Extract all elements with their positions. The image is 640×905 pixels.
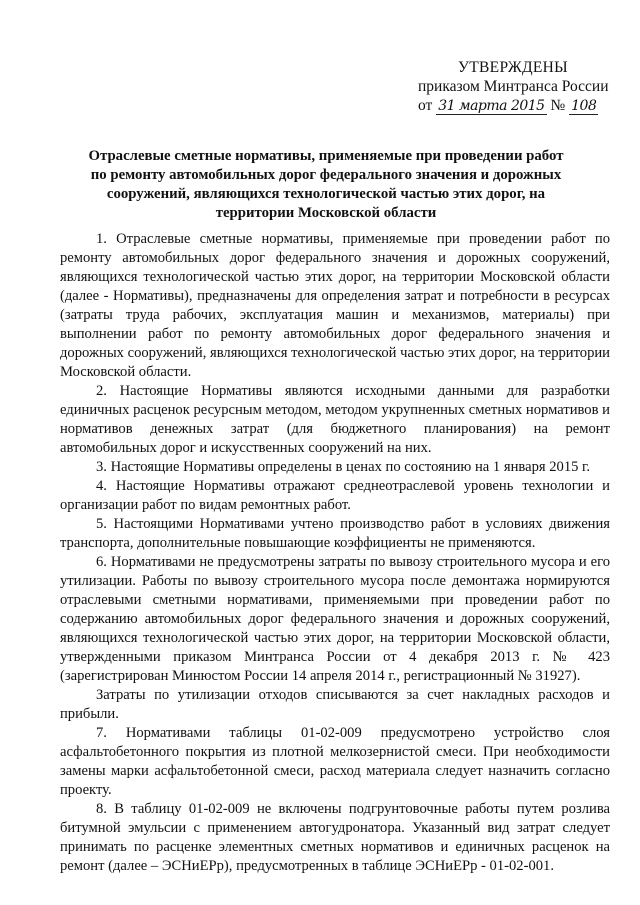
approval-date-line [418,96,618,116]
approval-title: УТВЕРЖДЕНЫ [458,59,568,76]
paragraph-6-note: Затраты по утилизации отходов списываются за счет накладных расходов и прибыли. [60,687,610,722]
paragraph-5: 5. Настоящими Нормативами учтено производство работ в условиях движения транспорта, дополнительные повышающие коэффициенты не применяются. [60,516,610,551]
approval-order-line: приказом Минтранса России [418,78,609,95]
paragraph-2: 2. Настоящие Нормативы являются исходными данными для разработки единичных расценок ресурсным методом, методом укрупненных сметных нормативов и нормативов денежных затрат (для бюджетного планирования) на ремонт автомобильных дорог и искусственных сооружений на них. [60,383,610,456]
paragraph-6: 6. Нормативами не предусмотрены затраты по вывозу строительного мусора и его утилизации. Работы по вывозу строительного мусора после демонтажа нормируются отраслевыми сметными нормативами, применяемыми при проведении работ по содержанию автомобильных дорог федерального значения и дорожных сооружений, являющихся технологической частью этих дорог, на территории Московской области, утвержденными приказом Минтранса России от 4 декабря 2013 г. № 423 (зарегистрирован Минюстом России 14 апреля 2014 г., регистрационный № 31927). [60,554,610,684]
paragraph-8: 8. В таблицу 01-02-009 не включены подгрунтовочные работы путем розлива битумной эмульсии с применением автогудронатора. Указанный вид затрат следует принимать по расценке элементных сметных нормативов и единичных расценок на ремонт (далее – ЭСНиЕРр), предусмотренных в таблице ЭСНиЕРр - 01-02-001. [60,801,610,874]
approval-date-prefix: от [418,97,433,114]
approval-number-handwritten: 108 [571,98,597,114]
document-title: Отраслевые сметные нормативы, применяемые при проведении работ по ремонту автомобильных дорог федерального значения и дорожных сооружений, являющихся технологической частью этих дорог, на территории Московской области [88,148,564,221]
paragraph-4: 4. Настоящие Нормативы отражают среднеотраслевой уровень технологии и организации работ по видам ремонтных работ. [60,478,610,513]
approval-stamp [418,58,618,116]
paragraph-1: 1. Отраслевые сметные нормативы, применяемые при проведении работ по ремонту автомобильных дорог федерального значения и дорожных сооружений, являющихся технологической частью этих дорог, на территории Московской области (далее - Нормативы), предназначены для определения затрат и потребности в ресурсах (затраты труда рабочих, эксплуатация машин и механизмов, материалы) при выполнении работ по ремонту автомобильных дорог федерального значения и дорожных сооружений, являющихся технологической частью этих дорог, на территории Московской области. [60,231,610,380]
approval-date-handwritten: 31 марта 2015 [438,98,545,114]
approval-number-prefix: № [550,97,566,114]
paragraph-7: 7. Нормативами таблицы 01-02-009 предусмотрено устройство слоя асфальтобетонного покрытия из плотной мелкозернистой смеси. При необходимости замены марки асфальтобетонной смеси, расход материала следует назначить согласно проекту. [60,725,610,798]
paragraph-3: 3. Настоящие Нормативы определены в ценах по состоянию на 1 января 2015 г. [96,459,591,475]
document-body [60,230,610,876]
